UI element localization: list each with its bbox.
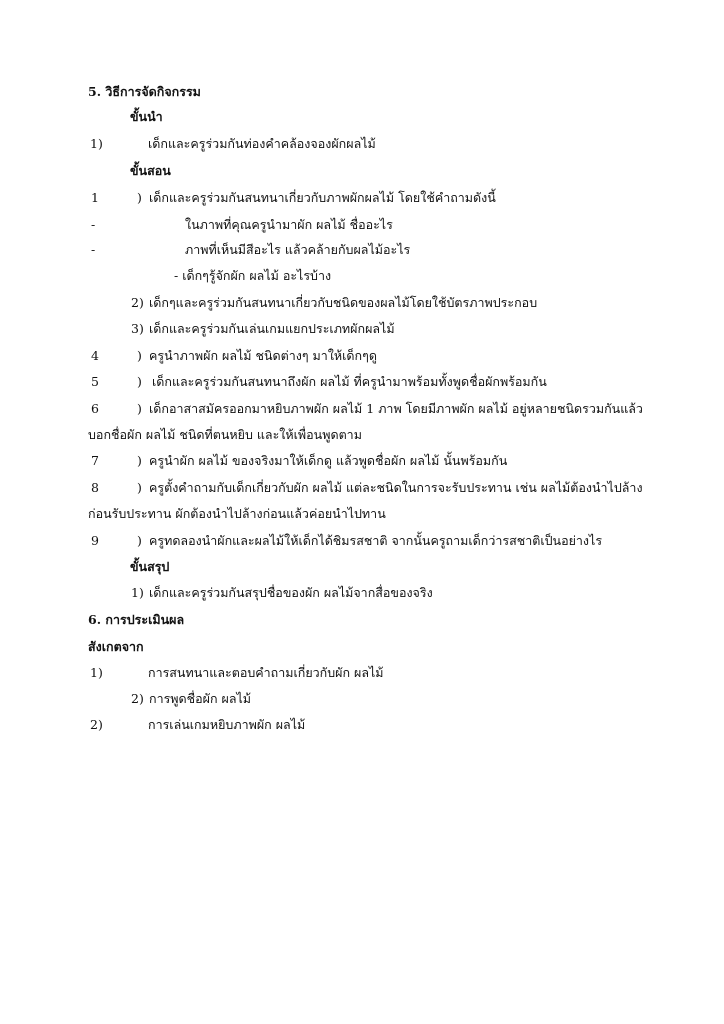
intro-item-number: 1) (90, 136, 103, 151)
bullet-mark: - (91, 242, 96, 257)
step-text: ครูนำผัก ผลไม้ ของจริงมาให้เด็กดู แล้วพูดชื่อผัก ผลไม้ นั้นพร้อมกัน (149, 453, 508, 468)
sub-bullet-text: - เด็กๆรู้จักผัก ผลไม้ อะไรบ้าง (174, 268, 332, 283)
step-number: 4 (91, 348, 99, 363)
intro-item-text: เด็กและครูร่วมกันท่องคำคล้องจองผักผลไม้ (148, 136, 376, 151)
sub-item-text: เด็กและครูร่วมกันเล่นเกมแยกประเภทผักผลไม้ (149, 321, 395, 336)
step-number: 9 (91, 533, 99, 548)
step-continuation: บอกชื่อผัก ผลไม้ ชนิดที่ตนหยิบ และให้เพื่อนพูดตาม (88, 427, 362, 442)
sub-item-text: เด็กๆและครูร่วมกันสนทนาเกี่ยวกับชนิดของผลไม้โดยใช้บัตรภาพประกอบ (149, 295, 538, 310)
section-6-subheading: สังเกตจาก (88, 639, 144, 654)
step-text: เด็กอาสาสมัครออกมาหยิบภาพผัก ผลไม้ 1 ภาพ โดยมีภาพผัก ผลไม้ อยู่หลายชนิดรวมกันแล้ว (149, 401, 643, 416)
step-number: 1 (91, 190, 99, 205)
bullet-text: ในภาพที่คุณครูนำมาผัก ผลไม้ ชื่ออะไร (185, 217, 393, 232)
procedure-label: ขั้นสอน (130, 163, 171, 178)
step-continuation: ก่อนรับประทาน ผักต้องนำไปล้างก่อนแล้วค่อยนำไปทาน (88, 506, 386, 521)
step-paren: ) (137, 480, 142, 495)
step-text: เด็กและครูร่วมกันสนทนาเกี่ยวกับภาพผักผลไม้ โดยใช้คำถามดังนี้ (149, 190, 496, 205)
evaluation-item-number: 2) (131, 691, 144, 706)
evaluation-item-number: 1) (90, 665, 103, 680)
step-text: ครูทดลองนำผักและผลไม้ให้เด็กได้ชิมรสชาติ จากนั้นครูถามเด็กว่ารสชาติเป็นอย่างไร (149, 533, 603, 548)
step-number: 7 (91, 453, 99, 468)
step-paren: ) (137, 533, 142, 548)
bullet-mark: - (91, 217, 96, 232)
step-number: 8 (91, 480, 99, 495)
step-paren: ) (137, 190, 142, 205)
step-text: เด็กและครูร่วมกันสนทนาถึงผัก ผลไม้ ที่ครูนำมาพร้อมทั้งพูดชื่อผักพร้อมกัน (152, 374, 547, 389)
bullet-text: ภาพที่เห็นมีสีอะไร แล้วคล้ายกับผลไม้อะไร (185, 242, 411, 257)
section-6-heading: 6. การประเมินผล (88, 612, 185, 627)
section-5-heading: 5. วิธีการจัดกิจกรรม (88, 84, 201, 99)
step-paren: ) (137, 401, 142, 416)
step-paren: ) (137, 374, 142, 389)
sub-item-number: 3) (131, 321, 144, 336)
conclusion-item-number: 1) (131, 585, 144, 600)
evaluation-item-text: การสนทนาและตอบคำถามเกี่ยวกับผัก ผลไม้ (148, 665, 384, 680)
step-paren: ) (137, 348, 142, 363)
step-paren: ) (137, 453, 142, 468)
evaluation-item-text: การเล่นเกมหยิบภาพผัก ผลไม้ (148, 717, 306, 732)
intro-label: ขั้นนำ (130, 109, 163, 124)
conclusion-item-text: เด็กและครูร่วมกันสรุปชื่อของผัก ผลไม้จากสื่อของจริง (149, 585, 433, 600)
evaluation-item-text: การพูดชื่อผัก ผลไม้ (149, 691, 252, 706)
step-text: ครูตั้งคำถามกับเด็กเกี่ยวกับผัก ผลไม้ แต่ละชนิดในการจะรับประทาน เช่น ผลไม้ต้องนำไปล้าง (149, 480, 643, 495)
conclusion-label: ขั้นสรุป (130, 559, 170, 574)
sub-item-number: 2) (131, 295, 144, 310)
step-number: 5 (91, 374, 99, 389)
step-number: 6 (91, 401, 99, 416)
evaluation-item-number: 2) (90, 717, 103, 732)
step-text: ครูนำภาพผัก ผลไม้ ชนิดต่างๆ มาให้เด็กๆดู (149, 348, 377, 363)
